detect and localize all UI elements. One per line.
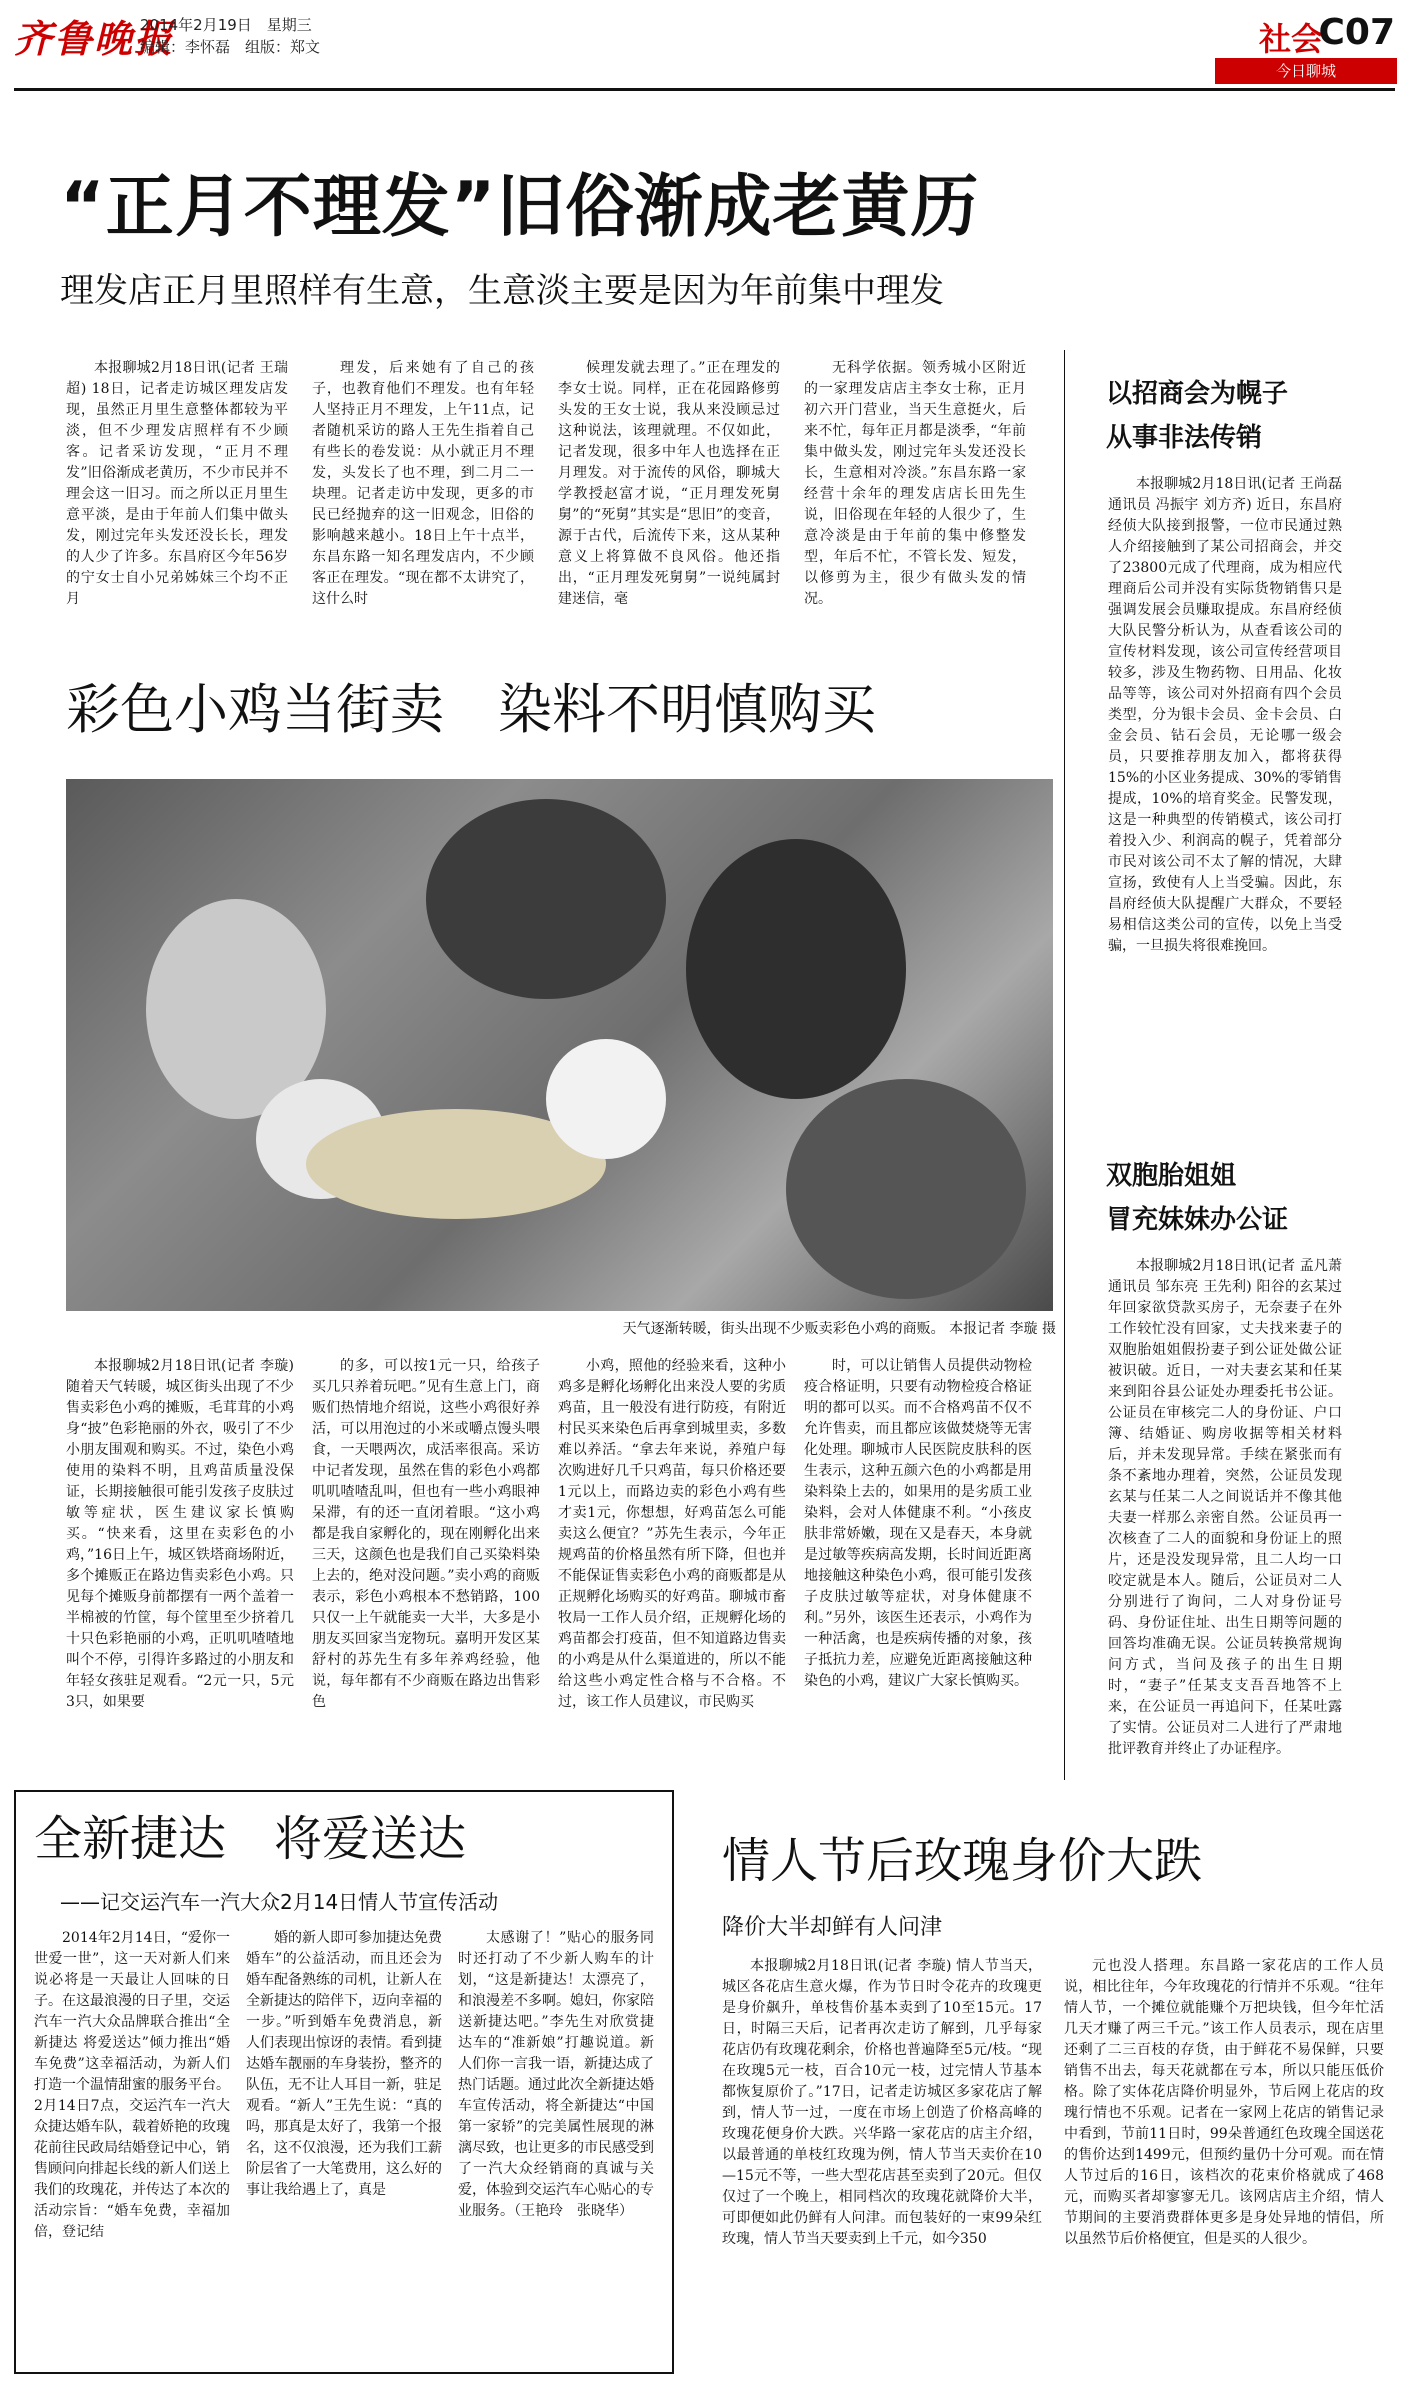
roses-subhead: 降价大半却鲜有人问津: [722, 1915, 943, 1940]
chicks-column-3: 小鸡，照他的经验来看，这种小鸡多是孵化场孵化出来没人要的劣质鸡苗，且一般没有进行防疫，有附近村民买来染色后再拿到城里卖，多数难以养活。“拿去年来说，养殖户每次购进好几千只鸡苗，每只价格还要1元以上，而路边卖的彩色小鸡有些才卖1元，你想想，好鸡苗怎么可能卖这么便宜？”苏先生表示，今年正规鸡苗的价格虽然有所下降，但也并不能保证售卖彩色小鸡的商贩都是从正规孵化场购买的好鸡苗。聊城市畜牧局一工作人员介绍，正规孵化场的鸡苗都会打疫苗，但不知道路边售卖的小鸡是从什么渠道进的，所以不能给这些小鸡定性合格与不合格。不过，该工作人员建议，市民购买: [558, 1358, 786, 1710]
section-name: 社会: [1258, 20, 1323, 58]
side1-body: 本报聊城2月18日讯(记者 王尚磊 通讯员 冯振宇 刘方齐) 近日，东昌府经侦大队接到报警，一位市民通过熟人介绍接触到了某公司招商会，并交了23800元成了代理商，成为相应代理商后公司并没有实际货物销售只是强调发展会员赚取提成。东昌府经侦大队民警分析认为，从查看该公司的宣传材料发现，该公司宣传经营项目较多，涉及生物药物、日用品、化妆品等等，该公司对外招商有四个会员类型，分为银卡会员、金卡会员、白金会员、钻石会员，无论哪一级会员，只要推荐朋友加入，都将获得15%的小区业务提成、30%的零销售提成，10%的培育奖金。民警发现，这是一种典型的传销模式，该公司打着投入少、利润高的幌子，凭着部分市民对该公司不太了解的情况，大肆宣扬，致使有人上当受骗。因此，东昌府经侦大队提醒广大群众，不要轻易相信这类公司的宣传，以免上当受骗，一旦损失将很难挽回。: [1108, 476, 1342, 954]
editor-credit: 编辑：李怀磊 组版：郑文: [140, 38, 321, 56]
chicks-column-2: 的多，可以按1元一只，给孩子买几只养着玩吧。”见有生意上门，商贩们热情地介绍说，这些小鸡很好养活，可以用泡过的小米或嚼点馒头喂食，一天喂两次，成活率很高。采访中记者发现，虽然在售的彩色小鸡都叽叽喳喳乱叫，但也有一些小鸡眼神呆滞，有的还一直闭着眼。“这小鸡都是我自家孵化的，现在刚孵化出来三天，这颜色也是我们自己买染料染上去的，绝对没问题。”卖小鸡的商贩表示，彩色小鸡根本不愁销路，100只仅一上午就能卖一大半，大多是小朋友买回家当宠物玩。嘉明开发区某舒村的苏先生有多年养鸡经验，他说，每年都有不少商贩在路边出售彩色: [312, 1358, 540, 1710]
chicks-column-4: 时，可以让销售人员提供动物检疫合格证明，只要有动物检疫合格证明的都可以买。而不合格鸡苗不仅不允许售卖，而且都应该做焚烧等无害化处理。聊城市人民医院皮肤科的医生表示，这种五颜六色的小鸡都是用染料染上去的，如果用的是劣质工业染料，会对人体健康不利。“小孩皮肤非常娇嫩，现在又是春天，本身就是过敏等疾病高发期，长时间近距离地接触这种染色小鸡，很可能引发孩子皮肤过敏等症状，对身体健康不利。”另外，该医生还表示，小鸡作为一种活禽，也是疾病传播的对象，孩子抵抗力差，应避免近距离接触这种染色的小鸡，建议广大家长慎购买。: [804, 1358, 1032, 1689]
chicks-headline: 彩色小鸡当街卖 染料不明慎购买: [66, 678, 876, 741]
roses-column-1: 本报聊城2月18日讯(记者 李璇) 情人节当天，城区各花店生意火爆，作为节日时令花卉的玫瑰更是身价飙升，单枝售价基本卖到了10至15元。17日，时隔三天后，记者再次走访了解到，几乎每家花店仍有玫瑰花剩余，价格也普遍降至5元/枝。“现在玫瑰5元一枝，百合10元一枝，过完情人节基本都恢复原价了。”17日，记者走访城区多家花店了解到，情人节一过，一度在市场上创造了价格高峰的玫瑰花便身价大跌。兴华路一家花店的店主介绍，以最普通的单枝红玫瑰为例，情人节当天卖价在10—15元不等，一些大型花店甚至卖到了20元。但仅仅过了一个晚上，相同档次的玫瑰花就降价大半，可即便如此仍鲜有人问津。而包装好的一束99朵红玫瑰，情人节当天要卖到上千元，如今350: [722, 1958, 1042, 2247]
lead-column-4: 无科学依据。领秀城小区附近的一家理发店店主李女士称，正月初六开门营业，当天生意挺火，后来不忙，每年正月都是淡季，“年前集中做头发，刚过完年头发还没长长，生意相对冷淡。”东昌东路一家经营十余年的理发店店长田先生说，旧俗现在年轻的人很少了，生意冷淡是由于年前的集中修整发型，年后不忙，不管长发、短发，以修剪为主，很少有做头发的情况。: [804, 360, 1026, 607]
newspaper-logo: 齐鲁晚报: [14, 16, 175, 61]
lead-column-1: 本报聊城2月18日讯(记者 王瑞超) 18日，记者走访城区理发店发现，虽然正月里生意整体都较为平淡，但不少理发店照样有不少顾客。记者采访发现，“正月不理发”旧俗渐成老黄历，不少市民并不理会这一旧习。而之所以正月里生意平淡，是由于年前人们集中做头发，刚过完年头发还没长长，理发的人少了许多。东昌府区今年56岁的宁女士自小兄弟姊妹三个均不正月: [66, 360, 288, 607]
jetta-column-3: 太感谢了！”贴心的服务同时还打动了不少新人购车的计划，“这是新捷达！太漂亮了，和浪漫差不多啊。媳妇，你家陪送新捷达吧。”李先生对欣赏捷达车的“准新娘”打趣说道。新人们你一言我一语，新捷达成了热门话题。通过此次全新捷达婚车宣传活动，将全新捷达“中国第一家轿”的完美属性展现的淋漓尽致，也让更多的市民感受到了一汽大众经销商的真诚与关爱，体验到交运汽车心贴心的专业服务。（王艳玲 张晓华）: [458, 1930, 654, 2219]
roses-headline: 情人节后玫瑰身价大跌: [722, 1833, 1203, 1889]
lead-subhead: 理发店正月里照样有生意，生意淡主要是因为年前集中理发: [60, 271, 944, 311]
edition-label: 今日聊城: [1215, 58, 1397, 84]
chicks-photo: [66, 779, 1053, 1311]
masthead-rule: [14, 88, 1395, 91]
roses-column-2: 元也没人搭理。东昌路一家花店的工作人员说，相比往年，今年玫瑰花的行情并不乐观。“往年情人节，一个摊位就能赚个万把块钱，但今年忙活几天才赚了两三千元。”该工作人员表示，现在店里还剩了二三百枝的存货，由于鲜花不易保鲜，只要销售不出去，每天花就都在亏本，所以只能压低价格。除了实体花店降价明显外，节后网上花店的玫瑰行情也不乐观。记者在一家网上花店的销售记录中看到，节前11日时，99朵普通红色玫瑰全国送花的售价达到1499元，但预约量仍十分可观。而在情人节过后的16日，该档次的花束价格就成了468元，而购买者却寥寥无几。该网店店主介绍，情人节期间的主要消费群体更多是身处异地的情侣，所以虽然节后价格便宜，但是买的人很少。: [1064, 1958, 1384, 2247]
issue-date: 2014年2月19日 星期三: [140, 16, 312, 34]
lead-column-3: 候理发就去理了。”正在理发的李女士说。同样，正在花园路修剪头发的王女士说，我从来没顾忌过这种说法，该理就理。不仅如此，记者发现，很多中年人也选择在正月理发。对于流传的风俗，聊城大学教授赵富才说，“正月理发死舅舅”的“死舅”其实是“思旧”的变音，源于古代，后流传下来，这从某种意义上将算做不良风俗。他还指出，“正月理发死舅舅”一说纯属封建迷信，毫: [558, 360, 780, 607]
photo-caption: 天气逐渐转暖，街头出现不少贩卖彩色小鸡的商贩。 本报记者 李璇 摄: [622, 1321, 1056, 1337]
jetta-column-1: 2014年2月14日，“爱你一世爱一世”，这一天对新人们来说必将是一天最让人回味的日子。在这最浪漫的日子里，交运汽车一汽大众品牌联合推出“全新捷达 将爱送达”倾力推出“婚车免费”这幸福活动，为新人们打造一个温情甜蜜的服务平台。2月14日7点，交运汽车一汽大众捷达婚车队，载着娇艳的玫瑰花前往民政局结婚登记中心，销售顾问向排起长线的新人们送上我们的玫瑰花，并传达了本次的活动宗旨：“婚车免费，幸福加倍，登记结: [34, 1930, 230, 2240]
lead-headline: “正月不理发”旧俗渐成老黄历: [60, 168, 980, 247]
side2-headline-line1: 双胞胎姐姐: [1106, 1161, 1237, 1191]
page-number: C07: [1318, 12, 1395, 53]
chicks-column-1: 本报聊城2月18日讯(记者 李璇) 随着天气转暖，城区街头出现了不少售卖彩色小鸡的摊贩，毛茸茸的小鸡身“披”色彩艳丽的外衣，吸引了不少小朋友围观和购买。不过，染色小鸡使用的染料不明，且鸡苗质量没保证，长期接触很可能引发孩子皮肤过敏等症状，医生建议家长慎购买。“快来看，这里在卖彩色的小鸡，”16日上午，城区铁塔商场附近，多个摊贩正在路边售卖彩色小鸡。只见每个摊贩身前都摆有一两个盖着一半棉被的竹筐，每个筐里至少挤着几十只色彩艳丽的小鸡，正叽叽喳喳地叫个不停，引得许多路过的小朋友和年轻女孩驻足观看。“2元一只，5元3只，如果要: [66, 1358, 294, 1710]
jetta-column-2: 婚的新人即可参加捷达免费婚车”的公益活动，而且还会为婚车配备熟练的司机，让新人在全新捷达的陪伴下，迈向幸福的一步。”听到婚车免费消息，新人们表现出惊讶的表情。看到捷达婚车靓丽的车身装扮，整齐的队伍，无不让人耳目一新，驻足观看。“新人”王先生说：“真的吗，那真是太好了，我第一个报名，这不仅浪漫，还为我们工薪阶层省了一大笔费用，这么好的事让我给遇上了，真是: [246, 1930, 442, 2198]
jetta-subhead: ——记交运汽车一汽大众2月14日情人节宣传活动: [60, 1890, 499, 1914]
column-divider: [1064, 350, 1065, 1780]
jetta-headline: 全新捷达 将爱送达: [34, 1811, 467, 1867]
side1-headline-line2: 从事非法传销: [1106, 423, 1263, 453]
side2-body: 本报聊城2月18日讯(记者 孟凡萧 通讯员 邹东亮 王先利) 阳谷的玄某过年回家欲贷款买房子，无奈妻子在外工作较忙没有回家，丈夫找来妻子的双胞胎姐姐假扮妻子到公证处做公证被识破。近日，一对夫妻玄某和任某来到阳谷县公证处办理委托书公证。公证员在审核完二人的身份证、户口簿、结婚证、购房收据等相关材料后，并未发现异常。手续在紧张而有条不紊地办理着，突然，公证员发现玄某与任某二人之间说话并不像其他夫妻一样那么亲密自然。公证员再一次核查了二人的面貌和身份证上的照片，还是没发现异常，且二人均一口咬定就是本人。随后，公证员对二人分别进行了询问，二人对身份证号码、身份证住址、出生日期等问题的回答均准确无误。公证员转换常规询问方式，当问及孩子的出生日期时，“妻子”任某支支吾吾地答不上来，在公证员一再追问下，任某吐露了实情。公证员对二人进行了严肃地批评教育并终止了办证程序。: [1108, 1258, 1342, 1757]
side1-headline-line1: 以招商会为幌子: [1106, 379, 1289, 409]
side2-headline-line2: 冒充妹妹办公证: [1106, 1205, 1289, 1235]
lead-column-2: 理发，后来她有了自己的孩子，也教育他们不理发。也有年轻人坚持正月不理发，上午11点，记者随机采访的路人王先生指着自己有些长的卷发说：从小就正月不理发，头发长了也不理，到二月二一块理。记者走访中发现，更多的市民已经抛弃的这一旧观念，旧俗的影响越来越小。18日上午十点半，东昌东路一知名理发店内，不少顾客正在理发。“现在都不太讲究了，这什么时: [312, 360, 534, 607]
